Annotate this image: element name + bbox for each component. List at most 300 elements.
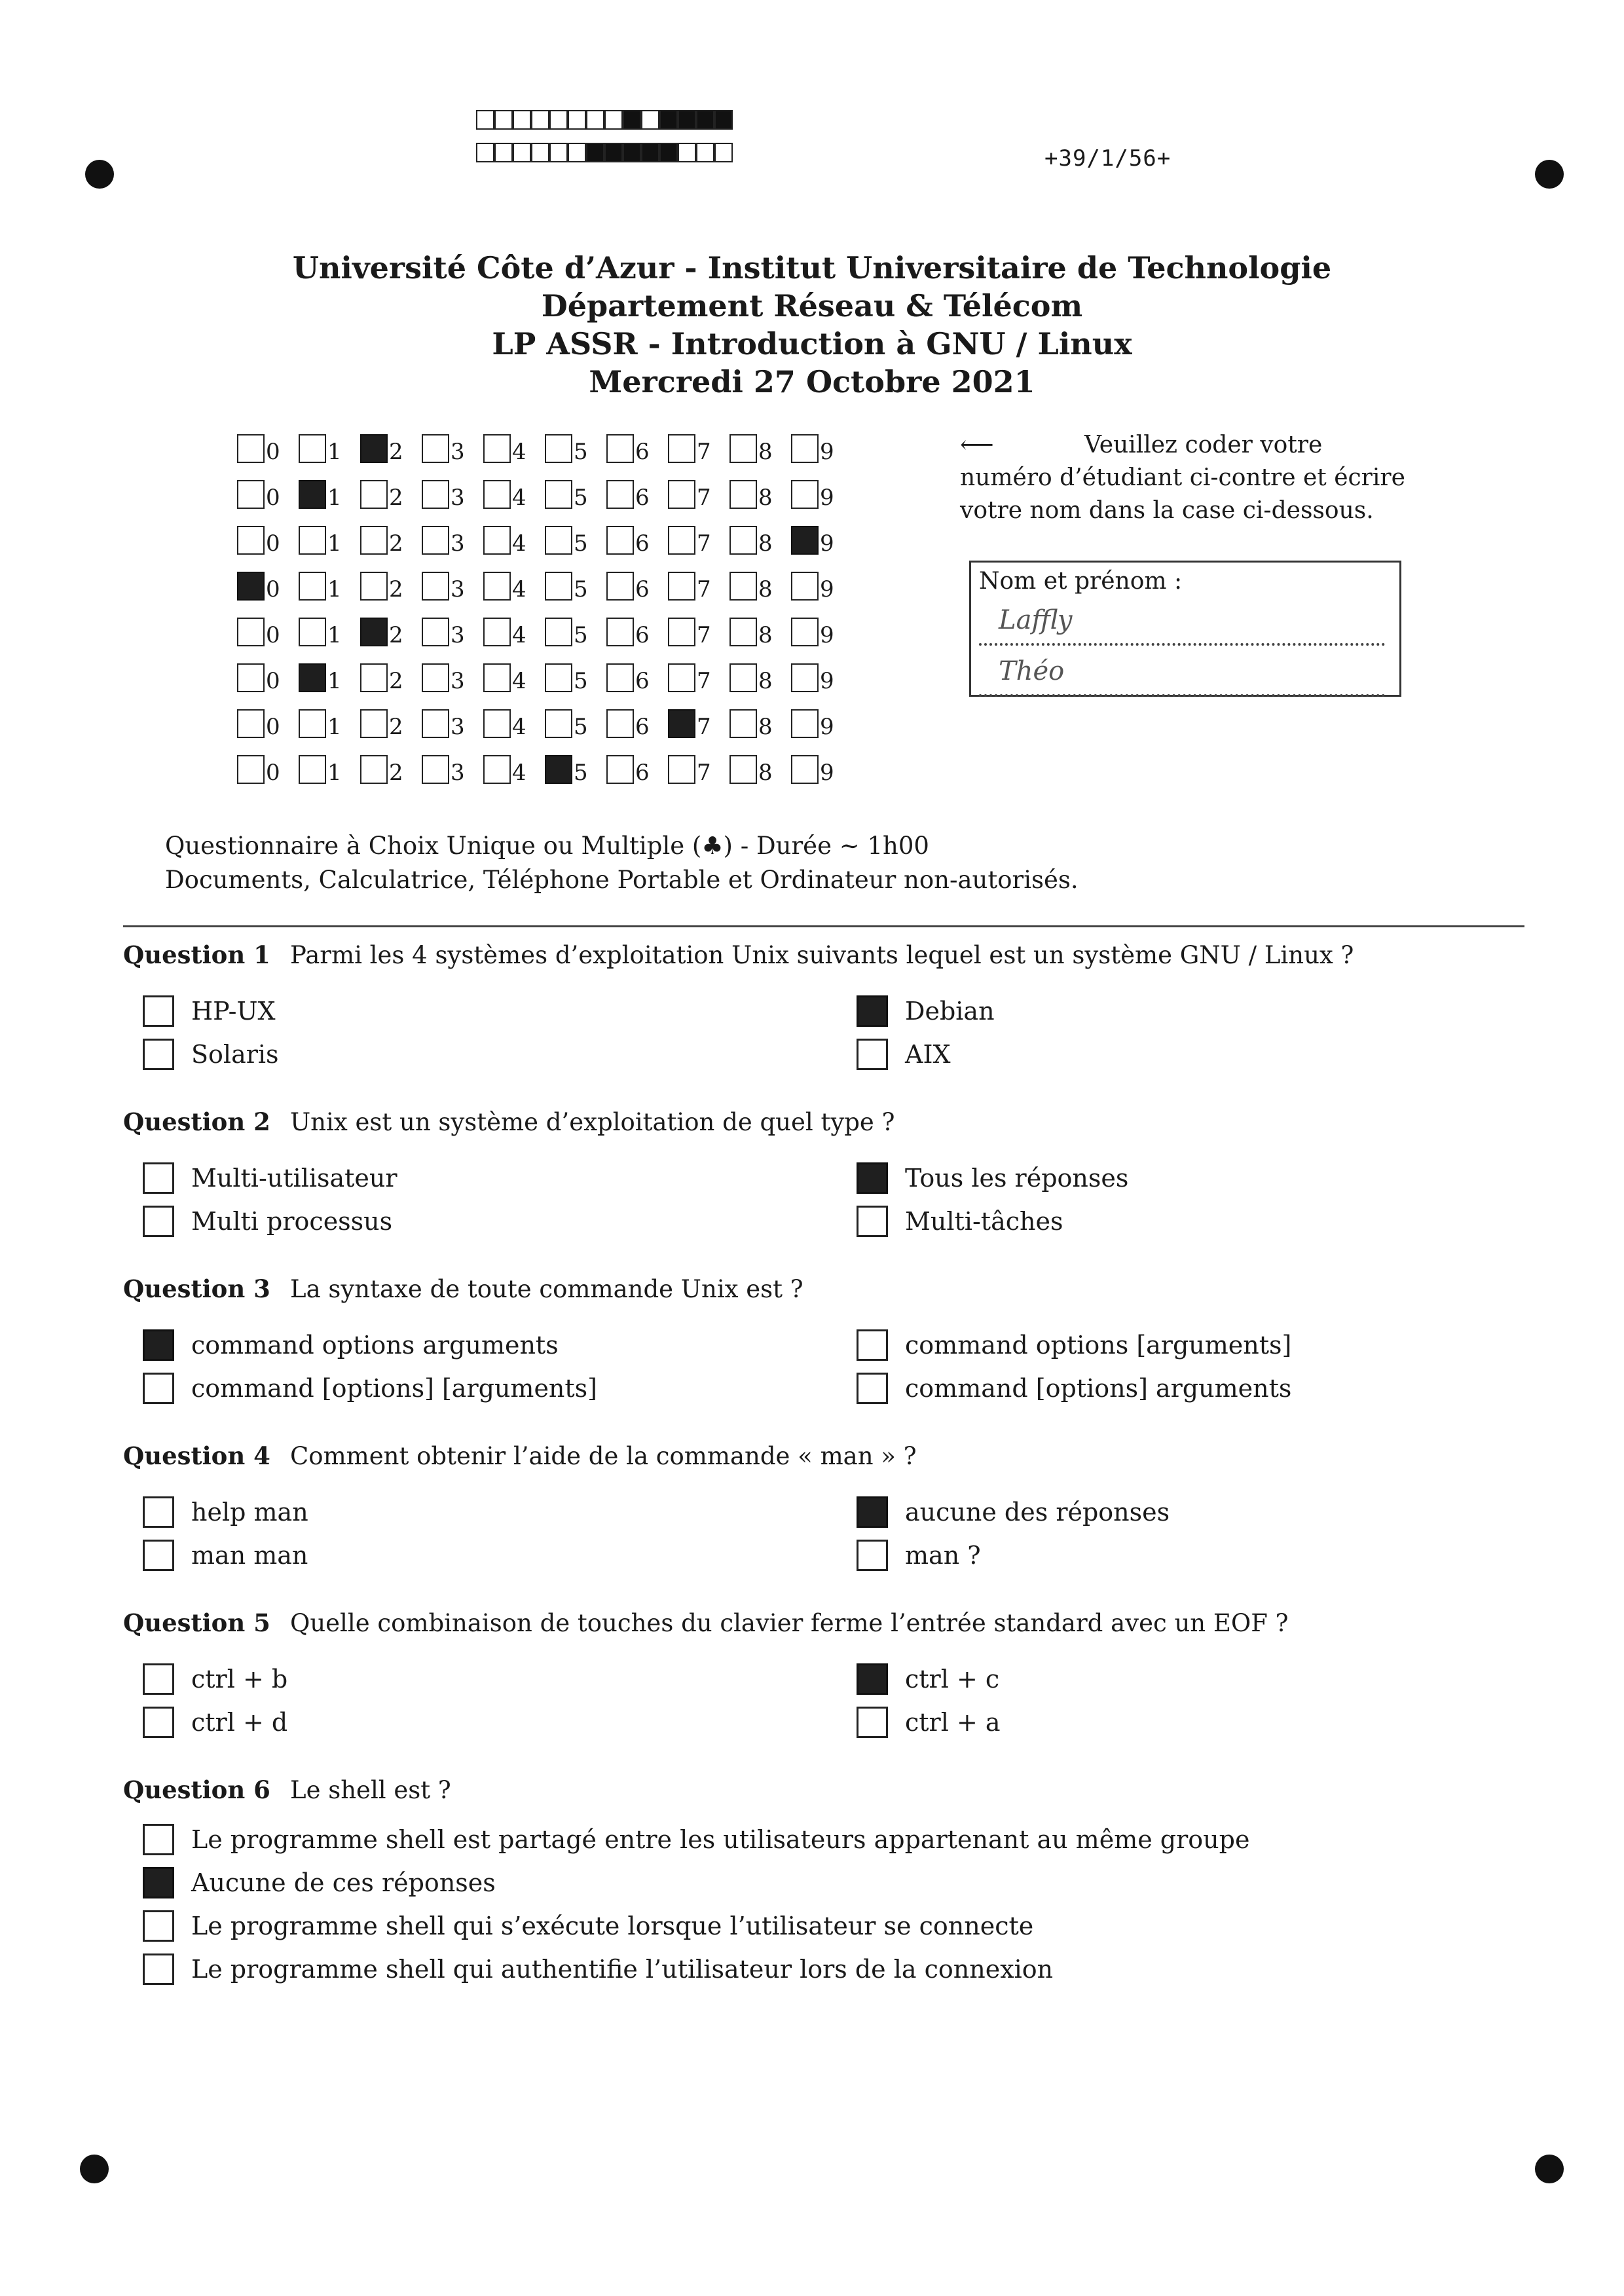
answer-checkbox[interactable] (857, 1329, 888, 1361)
digit-checkbox[interactable] (299, 618, 326, 646)
digit-label: 0 (266, 439, 280, 465)
digit-option[interactable] (668, 709, 729, 738)
digit-label: 1 (327, 668, 342, 694)
barcode-cell (494, 110, 513, 130)
answer-option[interactable] (143, 1540, 308, 1571)
answer-option[interactable] (143, 1910, 1033, 1942)
digit-option[interactable] (299, 480, 360, 509)
barcode-cell (549, 110, 568, 130)
name-box[interactable] (969, 561, 1401, 697)
digit-option[interactable] (299, 572, 360, 601)
answer-checkbox[interactable] (143, 1663, 174, 1695)
digit-checkbox[interactable] (791, 709, 819, 738)
digit-label: 2 (389, 530, 403, 557)
question-5 (123, 1604, 1524, 1641)
question-text: Le shell est ? (290, 1775, 451, 1804)
name-label: Nom et prénom : (979, 568, 1183, 595)
digit-label: 4 (512, 760, 526, 786)
digit-option[interactable] (360, 618, 422, 646)
digit-checkbox[interactable] (483, 663, 511, 692)
digit-option[interactable] (668, 572, 729, 601)
answer-option[interactable] (143, 1953, 1053, 1985)
answer-option[interactable] (143, 1162, 397, 1194)
digit-option[interactable] (545, 618, 606, 646)
answer-option[interactable] (143, 1867, 496, 1898)
digit-option[interactable] (483, 434, 545, 463)
digit-checkbox[interactable] (729, 480, 757, 509)
digit-checkbox[interactable] (237, 709, 265, 738)
answer-option[interactable] (143, 1707, 287, 1738)
digit-label: 8 (758, 714, 773, 740)
digit-option[interactable] (729, 572, 791, 601)
answer-option[interactable] (857, 1707, 1001, 1738)
digit-label: 0 (266, 485, 280, 511)
digit-option[interactable] (422, 434, 483, 463)
answer-checkbox[interactable] (143, 1496, 174, 1528)
digit-checkbox[interactable] (237, 572, 265, 601)
answer-option[interactable] (857, 1663, 999, 1695)
digit-option[interactable] (729, 480, 791, 509)
question-text: Parmi les 4 systèmes d’exploitation Unix suivants lequel est un système GNU / Linux ? (290, 940, 1354, 969)
digit-checkbox[interactable] (791, 434, 819, 463)
digit-checkbox[interactable] (483, 480, 511, 509)
digit-label: 6 (635, 622, 650, 648)
digit-option[interactable] (668, 480, 729, 509)
digit-option[interactable] (606, 709, 668, 738)
digit-checkbox[interactable] (606, 572, 634, 601)
digit-checkbox[interactable] (360, 480, 388, 509)
digit-label: 8 (758, 439, 773, 465)
answer-text: Tous les réponses (905, 1164, 1129, 1193)
digit-checkbox[interactable] (360, 663, 388, 692)
question-header (123, 1270, 1524, 1307)
digit-option[interactable] (237, 526, 299, 555)
digit-label: 9 (820, 714, 834, 740)
digit-checkbox[interactable] (237, 618, 265, 646)
digit-option[interactable] (299, 755, 360, 784)
question-3 (123, 1270, 1524, 1307)
digit-checkbox[interactable] (668, 526, 695, 555)
digit-option[interactable] (237, 755, 299, 784)
digit-label: 6 (635, 439, 650, 465)
digit-label: 5 (574, 760, 588, 786)
digit-checkbox[interactable] (422, 526, 449, 555)
digit-option[interactable] (360, 526, 422, 555)
question-header (123, 936, 1524, 973)
digit-option[interactable] (237, 480, 299, 509)
answer-checkbox[interactable] (143, 1039, 174, 1070)
answer-option[interactable] (143, 1329, 559, 1361)
digit-checkbox[interactable] (791, 663, 819, 692)
digit-label: 5 (574, 668, 588, 694)
digit-checkbox[interactable] (791, 480, 819, 509)
digit-checkbox[interactable] (483, 755, 511, 784)
answer-text: Le programme shell est partagé entre les utilisateurs appartenant au même groupe (191, 1825, 1250, 1854)
digit-label: 1 (327, 439, 342, 465)
digit-option[interactable] (422, 526, 483, 555)
digit-checkbox[interactable] (606, 709, 634, 738)
header-line-3: LP ASSR - Introduction à GNU / Linux (492, 326, 1132, 361)
digit-option[interactable] (606, 663, 668, 692)
digit-label: 4 (512, 622, 526, 648)
digit-option[interactable] (483, 709, 545, 738)
barcode-row-1 (476, 110, 733, 132)
digit-checkbox[interactable] (668, 480, 695, 509)
answer-text: Multi-utilisateur (191, 1164, 397, 1193)
answer-checkbox[interactable] (143, 1162, 174, 1194)
digit-label: 4 (512, 576, 526, 602)
question-label: Question 2 (123, 1107, 270, 1136)
digit-option[interactable] (545, 663, 606, 692)
digit-label: 5 (574, 622, 588, 648)
digit-checkbox[interactable] (729, 572, 757, 601)
meta-line-1: Questionnaire à Choix Unique ou Multiple (♣) - Durée ∼ 1h00 (165, 832, 929, 860)
digit-option[interactable] (668, 526, 729, 555)
instructions-text: Veuillez coder votre numéro d’étudiant ci-contre et écrire votre nom dans la case ci-dessous. (960, 432, 1405, 524)
digit-label: 9 (820, 668, 834, 694)
digit-option[interactable] (237, 434, 299, 463)
answer-option[interactable] (143, 1039, 279, 1070)
digit-label: 7 (697, 485, 711, 511)
digit-checkbox[interactable] (791, 755, 819, 784)
digit-label: 6 (635, 668, 650, 694)
barcode-cell (641, 143, 659, 162)
digit-checkbox[interactable] (668, 755, 695, 784)
digit-checkbox[interactable] (422, 618, 449, 646)
digit-option[interactable] (545, 572, 606, 601)
digit-checkbox[interactable] (729, 755, 757, 784)
answer-checkbox[interactable] (857, 1707, 888, 1738)
digit-checkbox[interactable] (545, 755, 572, 784)
meta-line-2: Documents, Calculatrice, Téléphone Portable et Ordinateur non-autorisés. (165, 866, 1079, 894)
digit-option[interactable] (606, 526, 668, 555)
digit-option[interactable] (237, 572, 299, 601)
digit-label: 2 (389, 576, 403, 602)
answer-checkbox[interactable] (143, 995, 174, 1027)
digit-checkbox[interactable] (483, 434, 511, 463)
question-text: Comment obtenir l’aide de la commande « man » ? (290, 1441, 917, 1470)
digit-checkbox[interactable] (729, 526, 757, 555)
digit-checkbox[interactable] (483, 526, 511, 555)
barcode-cell (659, 110, 678, 130)
digit-checkbox[interactable] (360, 755, 388, 784)
digit-checkbox[interactable] (299, 663, 326, 692)
digit-checkbox[interactable] (299, 572, 326, 601)
name-line-1[interactable] (979, 600, 1385, 646)
digit-option[interactable] (545, 755, 606, 784)
digit-option[interactable] (483, 480, 545, 509)
digit-checkbox[interactable] (422, 572, 449, 601)
answer-checkbox[interactable] (857, 1162, 888, 1194)
digit-option[interactable] (299, 663, 360, 692)
grid-row (237, 563, 853, 609)
digit-checkbox[interactable] (606, 434, 634, 463)
digit-checkbox[interactable] (237, 434, 265, 463)
answer-option[interactable] (143, 1496, 308, 1528)
digit-checkbox[interactable] (483, 572, 511, 601)
answer-checkbox[interactable] (857, 995, 888, 1027)
digit-option[interactable] (606, 434, 668, 463)
digit-option[interactable] (729, 434, 791, 463)
answer-checkbox[interactable] (143, 1953, 174, 1985)
digit-option[interactable] (791, 572, 853, 601)
answer-option[interactable] (143, 1824, 1249, 1855)
digit-checkbox[interactable] (545, 434, 572, 463)
header-line-4: Mercredi 27 Octobre 2021 (589, 364, 1035, 399)
digit-option[interactable] (299, 526, 360, 555)
barcode-cell (586, 110, 604, 130)
digit-option[interactable] (791, 663, 853, 692)
digit-checkbox[interactable] (422, 755, 449, 784)
barcode-cell (714, 143, 733, 162)
digit-option[interactable] (237, 709, 299, 738)
digit-option[interactable] (791, 526, 853, 555)
digit-option[interactable] (422, 709, 483, 738)
answer-text: command options [arguments] (905, 1331, 1292, 1360)
answer-option[interactable] (143, 1663, 287, 1695)
digit-checkbox[interactable] (483, 709, 511, 738)
answer-option[interactable] (857, 1373, 1291, 1404)
digit-checkbox[interactable] (729, 618, 757, 646)
digit-option[interactable] (729, 755, 791, 784)
answer-text: command [options] arguments (905, 1374, 1292, 1403)
digit-checkbox[interactable] (299, 480, 326, 509)
digit-label: 9 (820, 760, 834, 786)
digit-checkbox[interactable] (545, 618, 572, 646)
digit-checkbox[interactable] (360, 618, 388, 646)
digit-label: 5 (574, 576, 588, 602)
barcode-cell (604, 143, 623, 162)
answer-checkbox[interactable] (143, 1867, 174, 1898)
answer-option[interactable] (857, 1540, 981, 1571)
digit-checkbox[interactable] (237, 526, 265, 555)
answer-text: Le programme shell qui s’exécute lorsque l’utilisateur se connecte (191, 1912, 1034, 1940)
question-text: Quelle combinaison de touches du clavier ferme l’entrée standard avec un EOF ? (290, 1608, 1289, 1637)
digit-option[interactable] (668, 663, 729, 692)
digit-option[interactable] (545, 480, 606, 509)
answer-checkbox[interactable] (857, 1496, 888, 1528)
answer-checkbox[interactable] (857, 1663, 888, 1695)
digit-checkbox[interactable] (545, 572, 572, 601)
digit-option[interactable] (791, 480, 853, 509)
digit-label: 2 (389, 714, 403, 740)
digit-checkbox[interactable] (237, 480, 265, 509)
digit-option[interactable] (545, 526, 606, 555)
digit-checkbox[interactable] (545, 663, 572, 692)
digit-option[interactable] (791, 755, 853, 784)
digit-option[interactable] (729, 709, 791, 738)
grid-row (237, 701, 853, 747)
digit-checkbox[interactable] (299, 526, 326, 555)
question-label: Question 5 (123, 1608, 270, 1637)
digit-option[interactable] (791, 618, 853, 646)
digit-label: 5 (574, 439, 588, 465)
digit-option[interactable] (668, 755, 729, 784)
digit-label: 3 (451, 760, 465, 786)
digit-checkbox[interactable] (545, 480, 572, 509)
answer-option[interactable] (143, 1206, 392, 1237)
digit-checkbox[interactable] (729, 434, 757, 463)
digit-checkbox[interactable] (360, 434, 388, 463)
answer-text: command options arguments (191, 1331, 559, 1360)
barcode-cell (623, 110, 641, 130)
digit-option[interactable] (668, 434, 729, 463)
digit-option[interactable] (545, 434, 606, 463)
question-text: Unix est un système d’exploitation de quel type ? (290, 1107, 895, 1136)
digit-option[interactable] (483, 755, 545, 784)
digit-checkbox[interactable] (422, 434, 449, 463)
digit-checkbox[interactable] (545, 526, 572, 555)
barcode-cell (586, 143, 604, 162)
answer-checkbox[interactable] (143, 1910, 174, 1942)
digit-checkbox[interactable] (668, 618, 695, 646)
answer-checkbox[interactable] (143, 1329, 174, 1361)
digit-checkbox[interactable] (668, 709, 695, 738)
digit-option[interactable] (299, 434, 360, 463)
digit-option[interactable] (606, 572, 668, 601)
digit-option[interactable] (360, 755, 422, 784)
barcode-cell (604, 110, 623, 130)
digit-checkbox[interactable] (791, 526, 819, 555)
digit-checkbox[interactable] (237, 663, 265, 692)
answer-option[interactable] (857, 1496, 1170, 1528)
digit-option[interactable] (483, 526, 545, 555)
barcode-cell (678, 143, 696, 162)
answer-option[interactable] (857, 1039, 951, 1070)
barcode-cell (476, 143, 494, 162)
digit-label: 9 (820, 530, 834, 557)
digit-label: 1 (327, 622, 342, 648)
digit-label: 0 (266, 668, 280, 694)
grid-row (237, 609, 853, 655)
digit-checkbox[interactable] (422, 663, 449, 692)
digit-option[interactable] (606, 755, 668, 784)
digit-option[interactable] (360, 434, 422, 463)
digit-option[interactable] (237, 663, 299, 692)
digit-checkbox[interactable] (360, 526, 388, 555)
barcode-cell (696, 110, 714, 130)
answer-option[interactable] (143, 995, 276, 1027)
registration-dot-top-left (85, 160, 114, 189)
answer-checkbox[interactable] (857, 1373, 888, 1404)
digit-checkbox[interactable] (299, 434, 326, 463)
digit-label: 6 (635, 714, 650, 740)
digit-option[interactable] (729, 526, 791, 555)
digit-checkbox[interactable] (360, 572, 388, 601)
digit-option[interactable] (360, 663, 422, 692)
grid-row (237, 517, 853, 563)
digit-option[interactable] (545, 709, 606, 738)
answer-option[interactable] (857, 1206, 1063, 1237)
digit-checkbox[interactable] (422, 709, 449, 738)
answer-checkbox[interactable] (857, 1206, 888, 1237)
digit-checkbox[interactable] (668, 663, 695, 692)
digit-label: 6 (635, 760, 650, 786)
digit-label: 5 (574, 714, 588, 740)
answer-option[interactable] (857, 1329, 1291, 1361)
digit-option[interactable] (729, 663, 791, 692)
digit-option[interactable] (791, 709, 853, 738)
answer-option[interactable] (857, 995, 995, 1027)
digit-option[interactable] (791, 434, 853, 463)
digit-label: 8 (758, 668, 773, 694)
answer-checkbox[interactable] (143, 1707, 174, 1738)
name-line-2[interactable] (979, 651, 1385, 697)
handwritten-firstname: Théo (999, 656, 1065, 686)
digit-checkbox[interactable] (668, 434, 695, 463)
digit-checkbox[interactable] (422, 480, 449, 509)
barcode-cell (549, 143, 568, 162)
digit-checkbox[interactable] (729, 663, 757, 692)
digit-option[interactable] (483, 618, 545, 646)
digit-option[interactable] (422, 572, 483, 601)
digit-option[interactable] (729, 618, 791, 646)
digit-checkbox[interactable] (606, 480, 634, 509)
answer-checkbox[interactable] (143, 1824, 174, 1855)
digit-option[interactable] (360, 480, 422, 509)
digit-checkbox[interactable] (668, 572, 695, 601)
digit-option[interactable] (483, 572, 545, 601)
digit-label: 0 (266, 622, 280, 648)
answer-checkbox[interactable] (857, 1540, 888, 1571)
answer-checkbox[interactable] (143, 1540, 174, 1571)
answer-checkbox[interactable] (143, 1373, 174, 1404)
question-2 (123, 1103, 1524, 1140)
digit-option[interactable] (299, 618, 360, 646)
digit-checkbox[interactable] (791, 572, 819, 601)
digit-checkbox[interactable] (791, 618, 819, 646)
digit-checkbox[interactable] (360, 709, 388, 738)
digit-checkbox[interactable] (545, 709, 572, 738)
digit-option[interactable] (606, 618, 668, 646)
digit-label: 1 (327, 576, 342, 602)
grid-row (237, 747, 853, 792)
digit-checkbox[interactable] (606, 663, 634, 692)
digit-option[interactable] (360, 572, 422, 601)
digit-option[interactable] (422, 618, 483, 646)
digit-option[interactable] (422, 480, 483, 509)
digit-option[interactable] (299, 709, 360, 738)
digit-option[interactable] (483, 663, 545, 692)
digit-label: 5 (574, 530, 588, 557)
digit-label: 0 (266, 576, 280, 602)
digit-option[interactable] (237, 618, 299, 646)
divider (123, 925, 1524, 927)
digit-checkbox[interactable] (729, 709, 757, 738)
digit-checkbox[interactable] (606, 755, 634, 784)
digit-checkbox[interactable] (606, 526, 634, 555)
barcode-cell (494, 143, 513, 162)
digit-checkbox[interactable] (299, 709, 326, 738)
digit-option[interactable] (606, 480, 668, 509)
digit-option[interactable] (422, 663, 483, 692)
question-header (123, 1103, 1524, 1140)
answer-option[interactable] (857, 1162, 1128, 1194)
digit-option[interactable] (422, 755, 483, 784)
digit-label: 7 (697, 760, 711, 786)
answer-option[interactable] (143, 1373, 597, 1404)
digit-checkbox[interactable] (483, 618, 511, 646)
digit-option[interactable] (668, 618, 729, 646)
digit-label: 2 (389, 622, 403, 648)
digit-checkbox[interactable] (606, 618, 634, 646)
digit-option[interactable] (360, 709, 422, 738)
digit-checkbox[interactable] (299, 755, 326, 784)
answer-text: Le programme shell qui authentifie l’utilisateur lors de la connexion (191, 1955, 1054, 1984)
answer-checkbox[interactable] (857, 1039, 888, 1070)
answer-checkbox[interactable] (143, 1206, 174, 1237)
digit-checkbox[interactable] (237, 755, 265, 784)
